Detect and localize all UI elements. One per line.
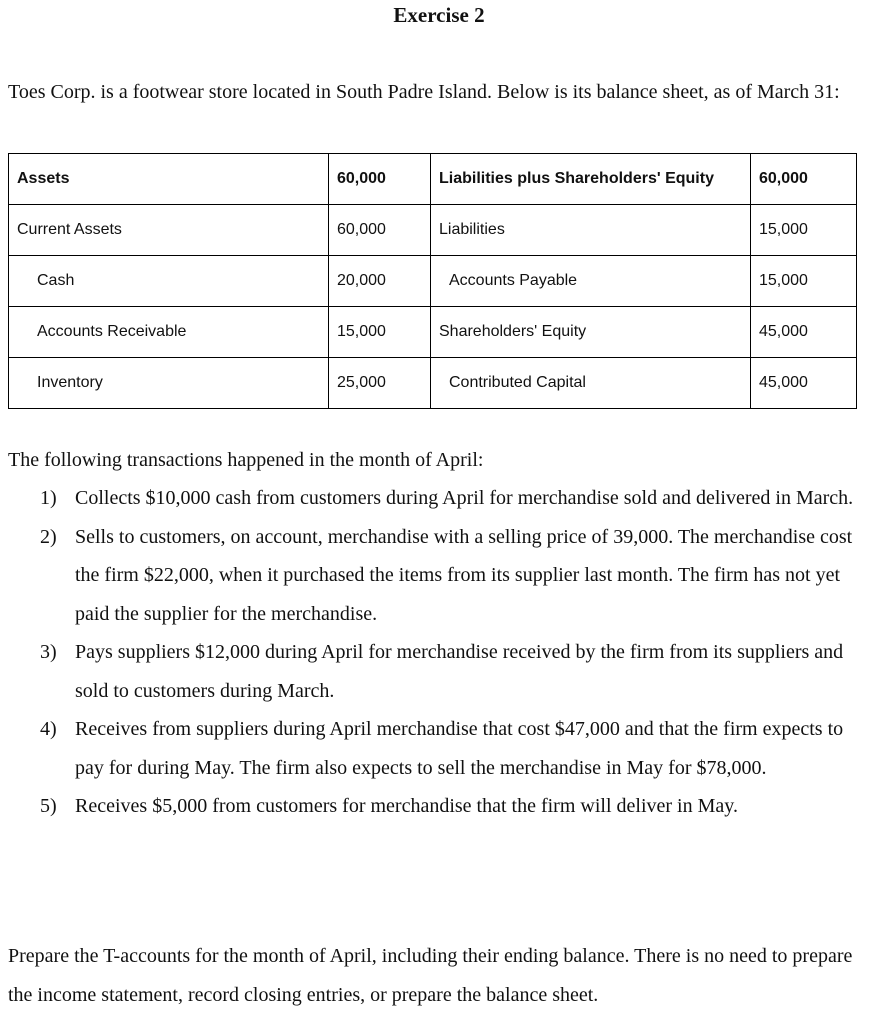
list-item-text: Receives from suppliers during April merchandise that cost $47,000 and that the firm expects to pay for during May. The firm also expects to sell the merchandise in May for $78,000. <box>75 718 844 779</box>
row-right-value: 45,000 <box>751 307 857 358</box>
instructions-paragraph: Prepare the T-accounts for the month of April, including their ending balance. There is no need to prepare the income statement, record closing entries, or prepare the balance sheet. <box>8 945 853 1006</box>
list-item-number: 2) <box>40 525 57 548</box>
transactions-list <box>40 479 872 826</box>
row-right-label: Contributed Capital <box>431 358 751 409</box>
row-right-label: Shareholders' Equity <box>431 307 751 358</box>
balance-sheet-table <box>8 153 857 409</box>
assets-label: Assets <box>9 154 329 205</box>
table-row <box>9 256 857 307</box>
table-row <box>9 358 857 409</box>
row-left-label: Accounts Receivable <box>9 307 329 358</box>
row-right-label: Liabilities <box>431 205 751 256</box>
row-left-label: Inventory <box>9 358 329 409</box>
list-item-text: Collects $10,000 cash from customers during April for merchandise sold and delivered in March. <box>75 487 854 509</box>
row-left-value: 60,000 <box>329 205 431 256</box>
list-item <box>40 518 872 634</box>
list-item <box>40 710 872 787</box>
row-right-value: 45,000 <box>751 358 857 409</box>
exercise-title: Exercise 2 <box>393 3 485 27</box>
list-item <box>40 787 872 826</box>
row-right-value: 15,000 <box>751 205 857 256</box>
table-row <box>9 205 857 256</box>
transactions-intro: The following transactions happened in the month of April: <box>8 449 484 471</box>
liabilities-equity-total: 60,000 <box>751 154 857 205</box>
intro-paragraph: Toes Corp. is a footwear store located in South Padre Island. Below is its balance sheet, as of March 31: <box>8 81 840 103</box>
row-left-label: Cash <box>9 256 329 307</box>
row-left-value: 25,000 <box>329 358 431 409</box>
row-right-value: 15,000 <box>751 256 857 307</box>
list-item-text: Pays suppliers $12,000 during April for merchandise received by the firm from its suppliers and sold to customers during March. <box>75 641 844 702</box>
table-row <box>9 307 857 358</box>
list-item-number: 4) <box>40 718 57 740</box>
liabilities-equity-label: Liabilities plus Shareholders' Equity <box>431 154 751 205</box>
list-item-text: Receives $5,000 from customers for merchandise that the firm will deliver in May. <box>75 795 738 817</box>
list-item-number: 5) <box>40 795 57 817</box>
row-right-label: Accounts Payable <box>431 256 751 307</box>
list-item-text: Sells to customers, on account, merchandise with a selling price of 39,000. The merchandise cost the firm $22,000, when it purchased the items from its supplier last month. The firm has not yet paid the supplier for the merchandise. <box>75 525 853 625</box>
list-item-number: 1) <box>40 487 57 509</box>
list-item <box>40 633 872 710</box>
row-left-value: 20,000 <box>329 256 431 307</box>
list-item-number: 3) <box>40 641 57 663</box>
balance-sheet-header-row <box>9 154 857 205</box>
assets-total: 60,000 <box>329 154 431 205</box>
list-item <box>40 479 872 518</box>
row-left-label: Current Assets <box>9 205 329 256</box>
row-left-value: 15,000 <box>329 307 431 358</box>
